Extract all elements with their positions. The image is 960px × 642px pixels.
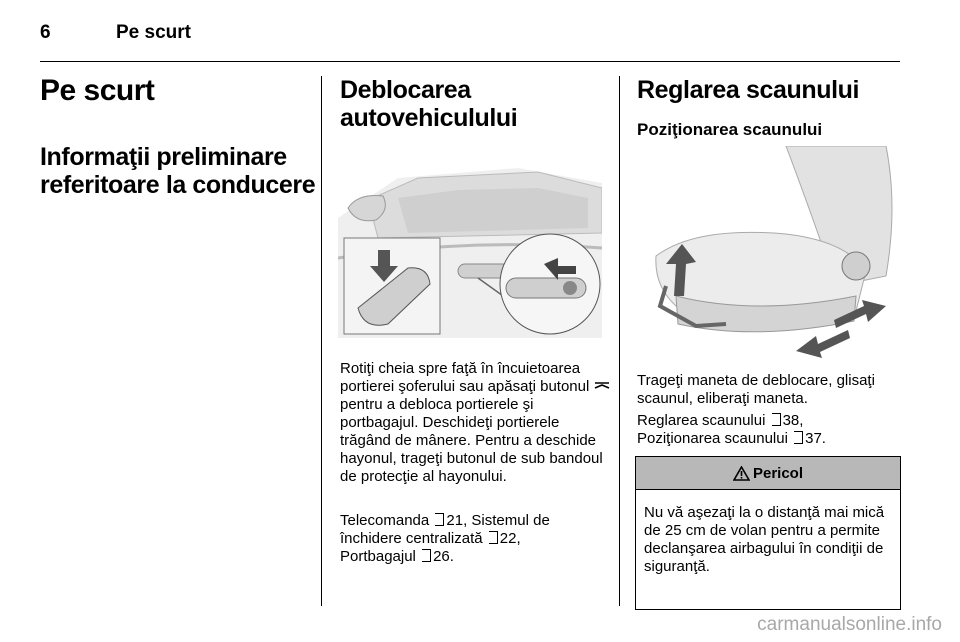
ref-central-locking-page[interactable]: 22, bbox=[499, 530, 521, 547]
watermark: carmanualsonline.info bbox=[757, 614, 942, 635]
seat-references bbox=[637, 412, 902, 448]
section-subheading: Informaţii preliminare referitoare la conducere bbox=[40, 143, 316, 199]
page-ref-icon bbox=[489, 531, 498, 544]
section-title: Pe scurt bbox=[40, 74, 155, 107]
page-ref-icon bbox=[794, 431, 803, 444]
ref-trunk-page[interactable]: 26. bbox=[433, 548, 454, 565]
unlock-paragraph-text-a: Rotiţi cheia spre faţă în încuietoarea portierei şoferului sau apăsaţi butonul bbox=[340, 360, 590, 395]
seat-adjust-illustration bbox=[636, 146, 900, 358]
ref-seat-position[interactable]: Poziţionarea scaunului bbox=[637, 430, 788, 447]
ref-seat-adjust-page[interactable]: 38, bbox=[782, 412, 804, 429]
ref-remote-control[interactable]: Telecomanda bbox=[340, 512, 430, 529]
seat-paragraph: Trageţi maneta de deblocare, glisaţi scaunul, eliberaţi maneta. bbox=[637, 372, 875, 407]
car-unlock-illustration bbox=[338, 138, 602, 338]
column-divider-2 bbox=[619, 76, 620, 606]
danger-label: Pericol bbox=[752, 464, 804, 482]
ref-seat-adjust[interactable]: Reglarea scaunului bbox=[637, 412, 766, 429]
unlock-paragraph-text-b: pentru a debloca portierele şi portbagajul. Deschideţi portierele trăgând de mânere. Pentru a deschide hayonul, trageţi butonul de sub bandoul de protecţie al hayonului. bbox=[340, 396, 603, 485]
unlock-paragraph bbox=[340, 360, 610, 486]
danger-text: Nu vă aşezaţi la o distanţă mai mică de 25 cm de volan pentru a permite declanşarea airbagului în condiţii de siguranţă. bbox=[644, 504, 885, 575]
danger-box bbox=[635, 456, 901, 610]
ref-trunk[interactable]: Portbagajul bbox=[340, 548, 416, 565]
header-rule bbox=[40, 61, 900, 62]
page-ref-icon bbox=[772, 413, 781, 426]
danger-header bbox=[636, 457, 900, 490]
page-ref-icon bbox=[422, 549, 431, 562]
header-title: Pe scurt bbox=[116, 22, 191, 43]
seat-heading: Reglarea scaunului bbox=[637, 76, 860, 104]
column-divider-1 bbox=[321, 76, 322, 606]
page-ref-icon bbox=[435, 513, 444, 526]
ref-seat-position-page[interactable]: 37. bbox=[805, 430, 826, 447]
ref-remote-control-page[interactable]: 21, Sistemul de închidere centralizată bbox=[340, 512, 550, 547]
page-number: 6 bbox=[40, 22, 51, 43]
unlock-heading: Deblocarea autovehiculului bbox=[340, 76, 518, 132]
unlock-references bbox=[340, 512, 610, 566]
unlock-button-icon bbox=[594, 381, 610, 391]
seat-subheading: Poziţionarea scaunului bbox=[637, 120, 823, 139]
warning-triangle-icon bbox=[733, 466, 750, 481]
